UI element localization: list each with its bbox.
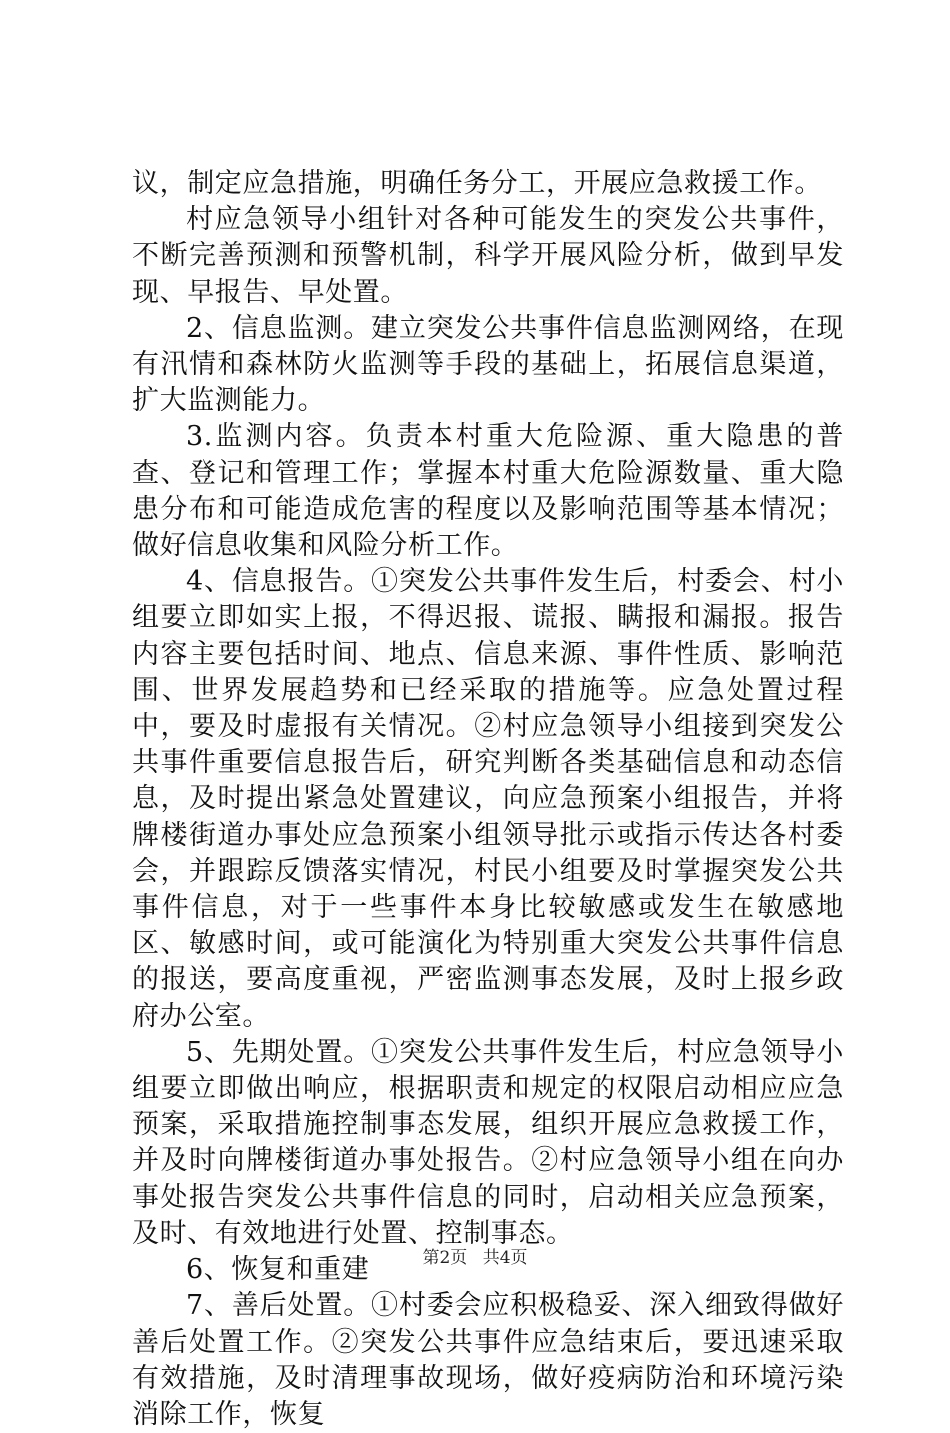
page-footer [0,1243,950,1268]
paragraph: 5、先期处置。①突发公共事件发生后，村应急领导小组要立即做出响应，根据职责和规定的权限启动相应应急预案，采取措施控制事态发展，组织开展应急救援工作，并及时向牌楼街道办事处报告。②村应急领导小组在向办事处报告突发公共事件信息的同时，启动相关应急预案，及时、有效地进行处置、控制事态。 [132,1036,844,1249]
paragraph: 3.监测内容。负责本村重大危险源、重大隐患的普查、登记和管理工作；掌握本村重大危险源数量、重大隐患分布和可能造成危害的程度以及影响范围等基本情况；做好信息收集和风险分析工作。 [132,421,844,562]
page-total: 共4页 [482,1248,528,1268]
paragraph: 村应急领导小组针对各种可能发生的突发公共事件，不断完善预测和预警机制，科学开展风险分析，做到早发现、早报告、早处置。 [132,204,844,308]
page-number: 第2页 [422,1248,468,1268]
paragraph: 6、恢复和重建 [186,1254,370,1286]
paragraph: 7、善后处置。①村委会应积极稳妥、深入细致得做好善后处置工作。②突发公共事件应急结束后，要迅速采取有效措施，及时清理事故现场，做好疫病防治和环境污染消除工作，恢复 [132,1290,844,1430]
paragraph: 议，制定应急措施，明确任务分工，开展应急救援工作。 [132,168,822,199]
paragraph: 4、信息报告。①突发公共事件发生后，村委会、村小组要立即如实上报，不得迟报、谎报、瞒报和漏报。报告内容主要包括时间、地点、信息来源、事件性质、影响范围、世界发展趋势和已经采取的措施等。应急处置过程中，要及时虚报有关情况。②村应急领导小组接到突发公共事件重要信息报告后，研究判断各类基础信息和动态信息，及时提出紧急处置建议，向应急预案小组报告，并将牌楼街道办事处应急预案小组领导批示或指示传达各村委会，并跟踪反馈落实情况，村民小组要及时掌握突发公共事件信息，对于一些事件本身比较敏感或发生在敏感地区、敏感时间，或可能演化为特别重大突发公共事件信息的报送，要高度重视，严密监测事态发展，及时上报乡政府办公室。 [132,566,844,1032]
paragraph: 2、信息监测。建立突发公共事件信息监测网络，在现有汛情和森林防火监测等手段的基础上，拓展信息渠道，扩大监测能力。 [132,312,844,417]
